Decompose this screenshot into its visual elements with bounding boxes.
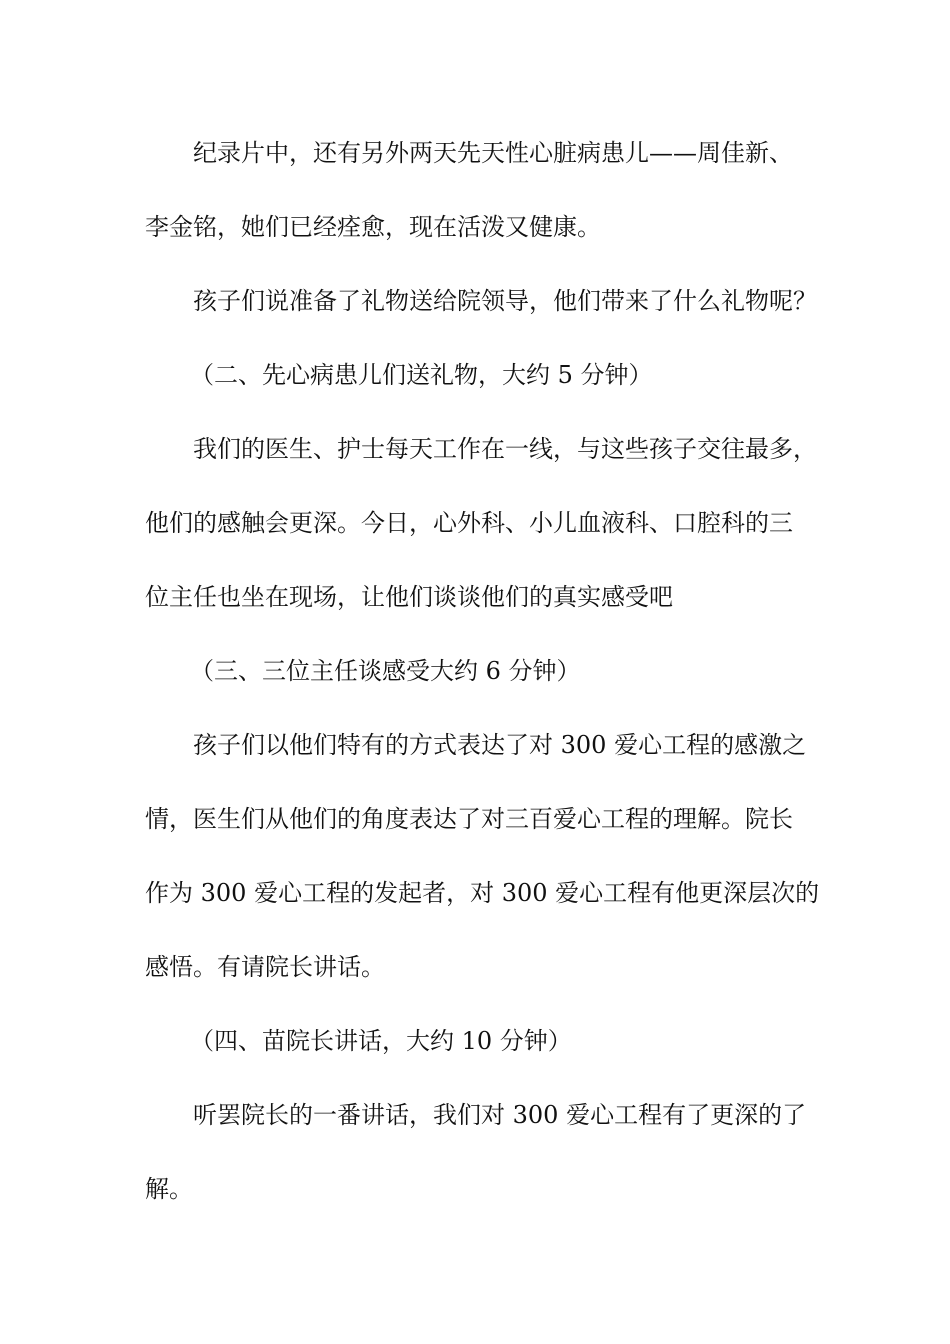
text-line: 感悟。有请院长讲话。	[145, 953, 385, 981]
section-heading: （三、三位主任谈感受大约 6 分钟）	[190, 657, 581, 685]
text-line: 听罢院长的一番讲话，我们对 300 爱心工程有了更深的了	[193, 1101, 807, 1129]
text-line: 情，医生们从他们的角度表达了对三百爱心工程的理解。院长	[145, 805, 793, 833]
text-line: 解。	[145, 1175, 193, 1203]
text-line: 位主任也坐在现场，让他们谈谈他们的真实感受吧	[145, 583, 673, 611]
section-heading: （二、先心病患儿们送礼物，大约 5 分钟）	[190, 361, 653, 389]
text-line: 纪录片中，还有另外两天先天性心脏病患儿——周佳新、	[193, 139, 793, 167]
text-line: 李金铭，她们已经痊愈，现在活泼又健康。	[145, 213, 601, 241]
text-line: 我们的医生、护士每天工作在一线，与这些孩子交往最多，	[193, 435, 817, 463]
text-line: 作为 300 爱心工程的发起者，对 300 爱心工程有他更深层次的	[145, 879, 820, 907]
text-line: 孩子们说准备了礼物送给院领导，他们带来了什么礼物呢？	[193, 287, 817, 315]
text-line: 他们的感触会更深。今日，心外科、小儿血液科、口腔科的三	[145, 509, 793, 537]
section-heading: （四、苗院长讲话，大约 10 分钟）	[190, 1027, 572, 1055]
text-line: 孩子们以他们特有的方式表达了对 300 爱心工程的感激之	[193, 731, 807, 759]
